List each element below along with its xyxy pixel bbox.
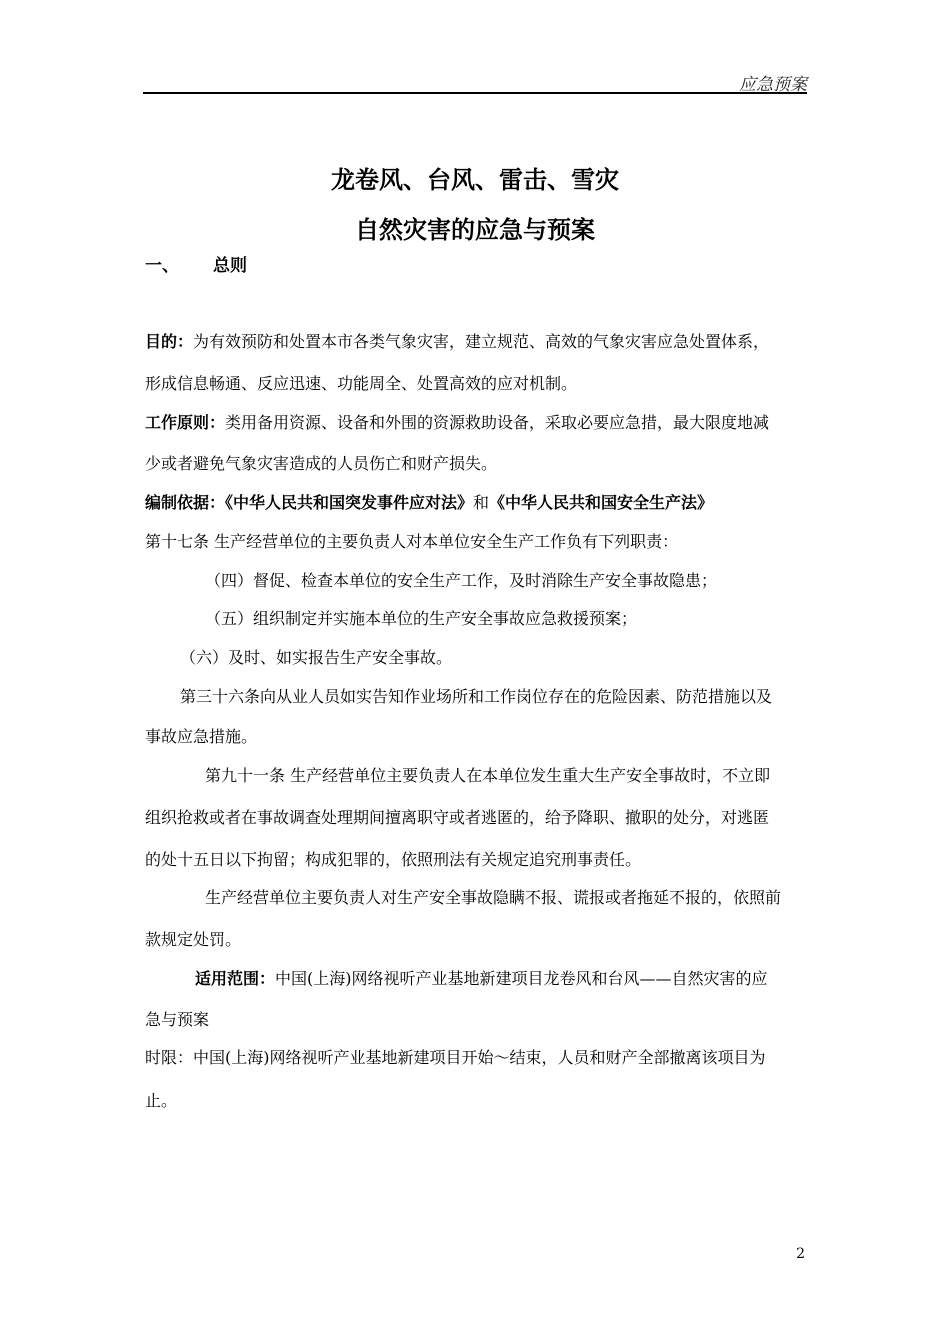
article36-line2: 事故应急措施。 (145, 727, 258, 746)
scope-line2: 急与预案 (145, 1010, 210, 1029)
purpose-line2: 形成信息畅通、反应迅速、功能周全、处置高效的应对机制。 (145, 374, 578, 393)
purpose-text1: 为有效预防和处置本市各类气象灾害，建立规范、高效的气象灾害应急处置体系， (193, 332, 770, 351)
timelimit-line2: 止。 (145, 1091, 178, 1110)
article17-item4: （四）督促、检查本单位的安全生产工作，及时消除生产安全事故隐患； (205, 571, 718, 590)
article17-item6: （六）及时、如实报告生产安全事故。 (180, 648, 453, 667)
scope-line1 (195, 969, 768, 989)
article91-line4: 生产经营单位主要负责人对生产安全事故隐瞒不报、谎报或者拖延不报的，依照前 (205, 888, 782, 907)
principle-line1 (145, 413, 769, 433)
article91-line5: 款规定处罚。 (145, 930, 242, 949)
running-header: 应急预案 (739, 75, 807, 95)
principle-line2: 少或者避免气象灾害造成的人员伤亡和财产损失。 (145, 454, 498, 473)
basis-law1: 《中华人民共和国突发事件应对法》 (225, 493, 474, 512)
article91-line3: 的处十五日以下拘留；构成犯罪的，依照刑法有关规定追究刑事责任。 (145, 850, 642, 869)
header-rule (143, 92, 807, 94)
purpose-label: 目的： (145, 332, 194, 351)
scope-text1: 中国(上海)网络视听产业基地新建项目龙卷风和台风——自然灾害的应 (275, 969, 768, 988)
timelimit-line1: 时限：中国(上海)网络视听产业基地新建项目开始～结束，人员和财产全部撤离该项目为 (145, 1048, 766, 1067)
article91-line2: 组织抢救或者在事故调查处理期间擅离职守或者逃匿的，给予降职、撤职的处分，对逃匿 (145, 808, 770, 827)
principle-label: 工作原则： (145, 413, 226, 432)
article91-line1: 第九十一条 生产经营单位主要负责人在本单位发生重大生产安全事故时，不立即 (205, 766, 771, 785)
section-number: 一、 (145, 256, 179, 276)
article17-line: 第十七条 生产经营单位的主要负责人对本单位安全生产工作负有下列职责： (145, 532, 679, 551)
section-heading (145, 251, 247, 276)
section-title: 总则 (213, 256, 247, 276)
basis-line (145, 493, 713, 513)
basis-and: 和 (473, 493, 490, 512)
basis-label: 编制依据： (145, 493, 226, 512)
article36-line1: 第三十六条向从业人员如实告知作业场所和工作岗位存在的危险因素、防范措施以及 (180, 687, 773, 706)
basis-law2: 《中华人民共和国安全生产法》 (489, 493, 714, 512)
article17-item5: （五）组织制定并实施本单位的生产安全事故应急救援预案； (205, 609, 638, 628)
scope-label: 适用范围： (195, 969, 276, 988)
principle-text1: 类用备用资源、设备和外围的资源救助设备，采取必要应急措，最大限度地减 (225, 413, 770, 432)
purpose-line1 (145, 332, 769, 352)
page-number: 2 (796, 1246, 805, 1262)
document-title-line1: 龙卷风、台风、雷击、雪灾 (331, 165, 619, 194)
document-title-line2: 自然灾害的应急与预案 (355, 215, 595, 244)
